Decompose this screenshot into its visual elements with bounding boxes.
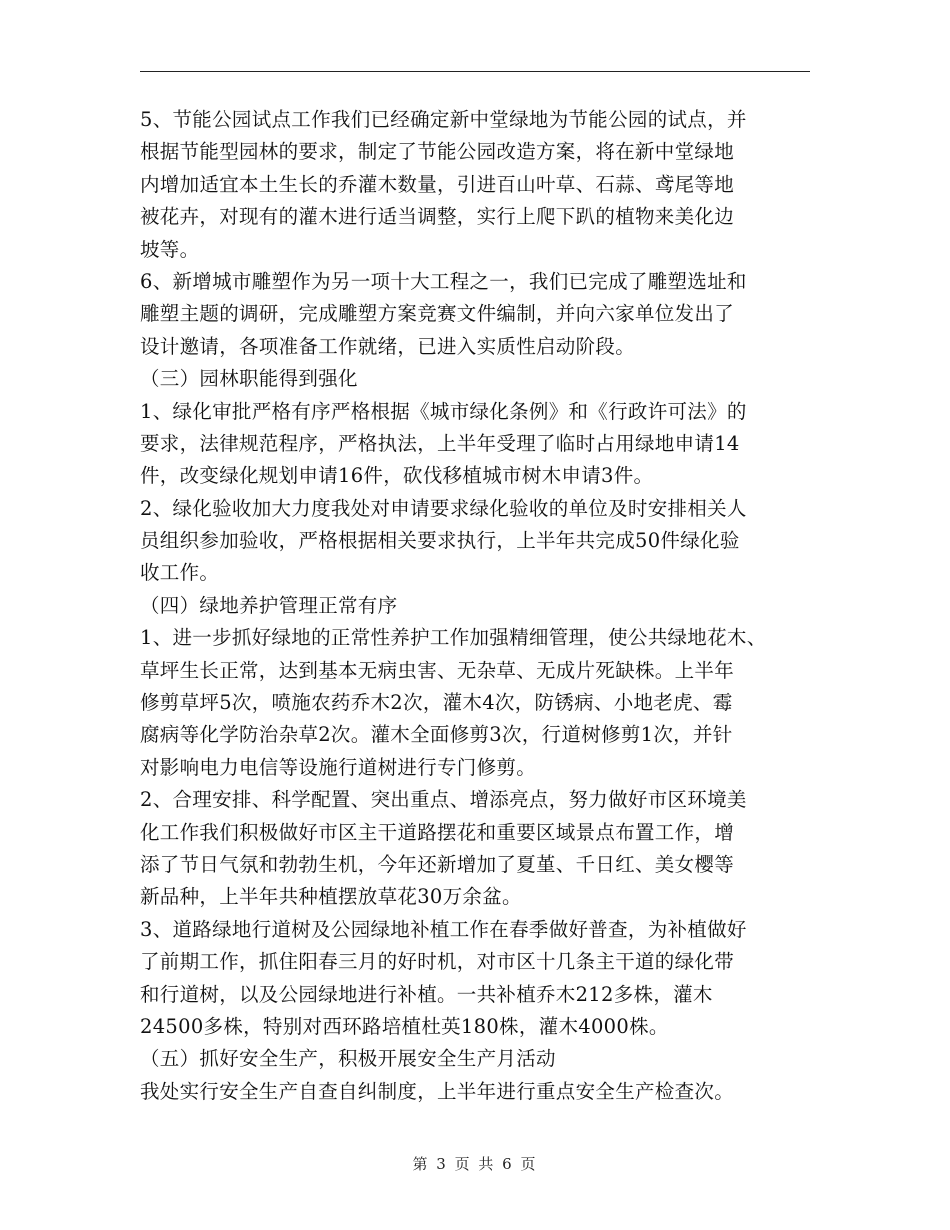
text-line: 员组织参加验收，严格根据相关要求执行，上半年共完成50件绿化验 [140,529,740,553]
text-line: 24500多株，特别对西环路培植杜英180株，灌木4000株。 [140,1014,669,1038]
text-line: 设计邀请，各项准备工作就绪，已进入实质性启动阶段。 [140,334,636,358]
text-line: 草坪生长正常，达到基本无病虫害、无杂草、无成片死缺株。上半年 [140,658,735,682]
text-line: 根据节能型园林的要求，制定了节能公园改造方案，将在新中堂绿地 [140,140,735,164]
text-line: 雕塑主题的调研，完成雕塑方案竞赛文件编制，并向六家单位发出了 [140,302,735,326]
text-line: 5、节能公园试点工作我们已经确定新中堂绿地为节能公园的试点，并 [140,108,747,131]
text-line: 2、合理安排、科学配置、突出重点、增添亮点，努力做好市区环境美 [140,788,747,812]
text-line: （四）绿地养护管理正常有序 [140,593,398,617]
text-line: 了前期工作，抓住阳春三月的好时机，对市区十几条主干道的绿化带 [140,950,735,974]
text-line: 要求，法律规范程序，严格执法，上半年受理了临时占用绿地申请14 [140,431,740,455]
text-line: 对影响电力电信等设施行道树进行专门修剪。 [140,755,537,779]
text-line: 我处实行安全生产自查自纠制度，上半年进行重点安全生产检查次。 [140,1079,735,1103]
text-line: 新品种，上半年共种植摆放草花30万余盆。 [140,885,522,909]
text-line: 1、绿化审批严格有序严格根据《城市绿化条例》和《行政许可法》的 [140,399,747,423]
text-line: 内增加适宜本土生长的乔灌木数量，引进百山叶草、石蒜、鸢尾等地 [140,172,735,196]
page-footer: 第 3 页 共 6 页 [412,1155,538,1173]
header-rule [140,71,810,72]
text-line: （三）园林职能得到强化 [140,367,358,391]
text-line: 和行道树，以及公园绿地进行补植。一共补植乔木212多株，灌木 [140,982,713,1006]
text-line: 2、绿化验收加大力度我处对申请要求绿化验收的单位及时安排相关人 [140,496,747,520]
text-line: 修剪草坪5次，喷施农药乔木2次，灌木4次，防锈病、小地老虎、霉 [140,691,733,715]
text-line: 化工作我们积极做好市区主干道路摆花和重要区域景点布置工作，增 [140,820,735,844]
text-line: 件，改变绿化规划申请16件，砍伐移植城市树木申请3件。 [140,464,654,488]
text-line: 添了节日气氛和勃勃生机，今年还新增加了夏堇、千日红、美女樱等 [140,852,735,876]
text-line: 坡等。 [140,237,200,261]
text-line: 被花卉，对现有的灌木进行适当调整，实行上爬下趴的植物来美化边 [140,205,735,229]
text-line: 收工作。 [140,561,220,585]
text-line: 3、道路绿地行道树及公园绿地补植工作在春季做好普查，为补植做好 [140,917,747,941]
text-line: （五）抓好安全生产，积极开展安全生产月活动 [140,1047,556,1071]
text-line: 1、进一步抓好绿地的正常性养护工作加强精细管理，使公共绿地花木、 [140,626,767,650]
text-line: 6、新增城市雕塑作为另一项十大工程之一，我们已完成了雕塑选址和 [140,269,747,293]
text-line: 腐病等化学防治杂草2次。灌木全面修剪3次，行道树修剪1次，并针 [140,723,733,747]
document-body [140,104,820,1108]
